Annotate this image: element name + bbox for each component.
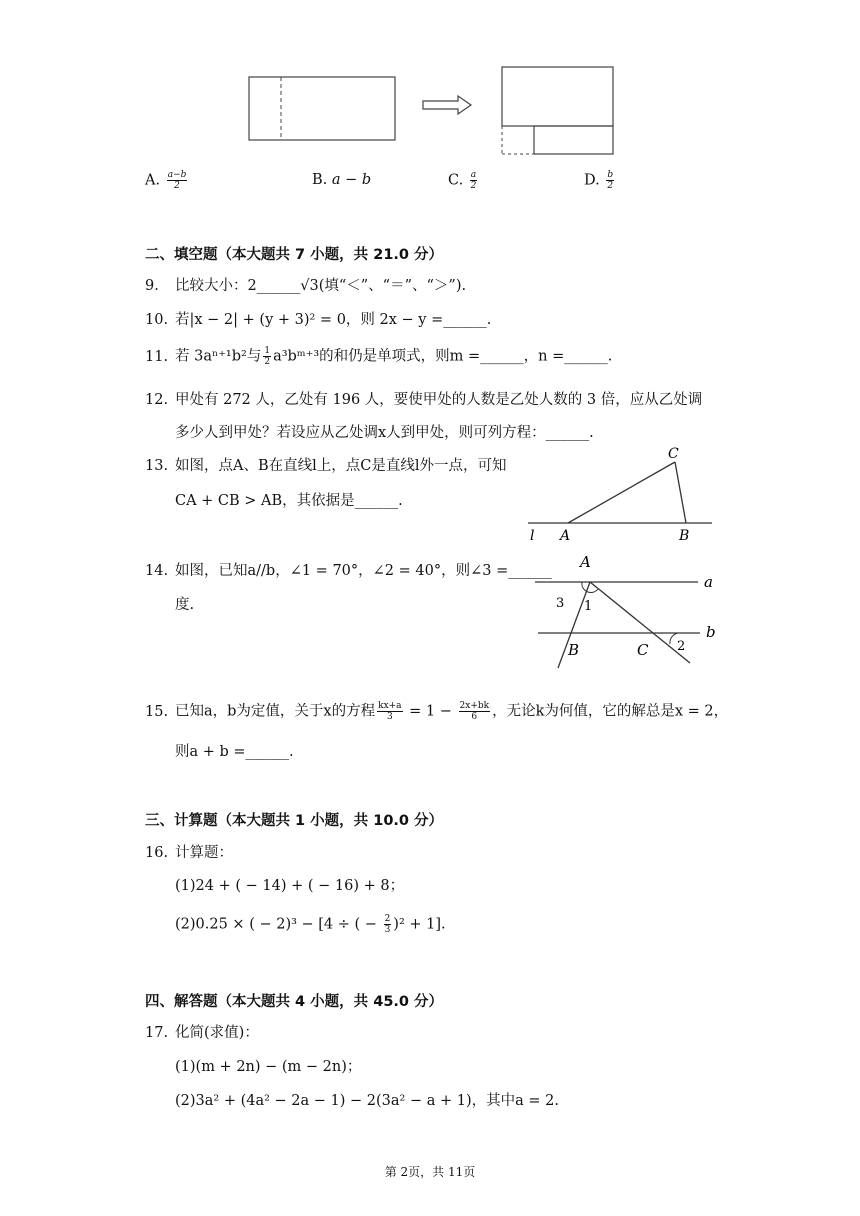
q13-triangle-figure [520,440,720,550]
section-2-title: 二、填空题（本大题共 7 小题，共 21.0 分） [145,247,444,263]
question-17-part-1: (1)(m + 2n) − (m − 2n)； [175,1059,362,1075]
q13-label-l: l [530,528,535,544]
q8-option-c[interactable]: C. $\frac{a}{2}$ [448,170,477,191]
q14-label-b-point: B [568,641,580,659]
question-17-part-2: (2)3a² + (4a² − 2a − 1) − 2(3a² − a + 1)，其中a = 2. [175,1093,559,1109]
question-13-line-1: 13. 如图，点A、B在直线l上，点C是直线l外一点，可知 [145,458,507,474]
q14-label-line-a: a [704,573,713,591]
q8-option-b[interactable]: B. a − b [312,172,372,188]
question-16-part-2: (2)0.25 × ( − 2)³ − [4 ÷ ( − $\frac{2}{3}$ )² + 1]. [175,914,446,935]
question-12-line-2: 多少人到甲处？若设应从乙处调x人到甲处，则可列方程：______. [175,425,594,441]
question-15-line-2: 则a + b =______. [175,744,294,760]
question-12-line-1: 12. 甲处有 272 人，乙处有 196 人，要使甲处的人数是乙处人数的 3 倍，应从乙处调 [145,392,703,408]
q8-rectangle-figure [240,60,630,160]
q14-label-c-point: C [637,641,649,659]
q14-parallel-lines-figure [530,545,725,670]
question-16-part-1: (1)24 + ( − 14) + ( − 16) + 8； [175,878,405,894]
q14-label-angle-1: 1 [584,599,593,614]
q13-segment-cb [675,462,686,523]
section-4-title: 四、解答题（本大题共 4 小题，共 45.0 分） [145,994,444,1010]
question-15-line-1: 15. 已知a，b为定值，关于x的方程 $\frac{kx+a}{3}$ = 1 − $\frac{2x+bk}{6}$ ，无论k为何值，它的解总是x = 2， [145,701,729,722]
q13-label-c: C [668,446,679,462]
q13-label-a: A [560,528,571,544]
question-14-line-1: 14. 如图，已知a//b，∠1 = 70°，∠2 = 40°，则∠3 =______ [145,563,552,579]
q14-label-angle-2: 2 [677,639,686,654]
q13-segment-ca [568,462,675,523]
question-14-line-2: 度. [175,597,195,613]
q8-option-d[interactable]: D. $\frac{b}{2}$ [584,170,614,191]
q8-option-a[interactable]: A. $\frac{a-b}{2}$ [145,170,187,191]
q8-left-rectangle [249,77,395,140]
q8-right-rectangle [502,67,613,126]
page-footer: 第 2页，共 11页 [384,1165,476,1179]
question-11: 11. 若 3aⁿ⁺¹b²与 $\frac{1}{2}$ a³bᵐ⁺³的和仍是单项式，则m =______，n =______. [145,346,613,367]
question-17: 17. 化简(求值)： [145,1025,259,1041]
q14-label-line-b: b [706,623,716,641]
q14-label-angle-3: 3 [556,596,565,611]
question-13-line-2: CA + CB > AB，其依据是______. [175,493,403,509]
section-3-title: 三、计算题（本大题共 1 小题，共 10.0 分） [145,813,444,829]
q14-label-a-point: A [580,553,591,571]
question-16: 16. 计算题： [145,845,233,861]
q8-bottom-strip [534,126,613,154]
q8-arrow [423,96,471,114]
question-9: 9. 比较大小：2______√3(填“＜”、“＝”、“＞”). [145,278,467,294]
q13-label-b: B [679,528,690,544]
question-10: 10. 若|x − 2| + (y + 3)² = 0，则 2x − y =______. [145,312,492,328]
